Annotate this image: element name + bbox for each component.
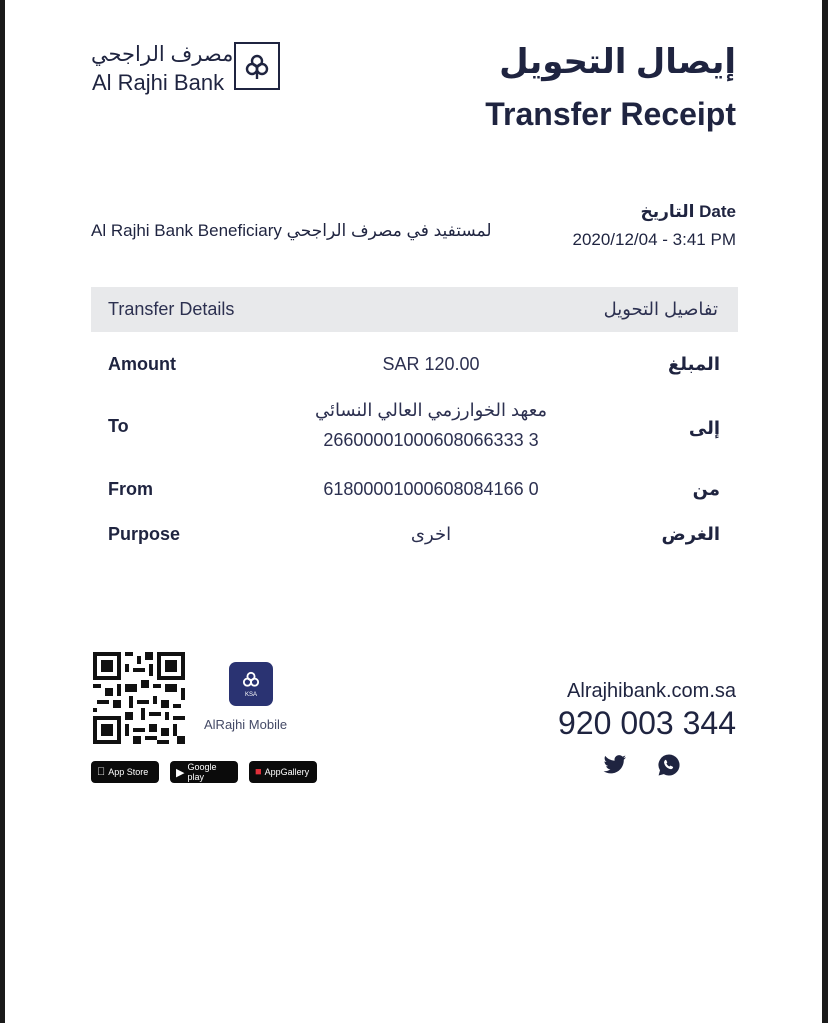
google-play-badge[interactable] — [170, 761, 238, 783]
purpose-label-arabic: الغرض — [661, 524, 720, 544]
amount-label-english: Amount — [108, 354, 176, 374]
alrajhi-mobile-app-icon[interactable] — [229, 662, 273, 706]
website-link[interactable]: Alrajhibank.com.sa — [567, 680, 736, 702]
appgallery-icon: ■ — [255, 766, 262, 778]
beneficiary-type: Al Rajhi Bank Beneficiary لمستفيد في مصرف الراجحي — [91, 221, 492, 240]
transfer-details-heading-arabic: تفاصيل التحويل — [603, 299, 718, 319]
store-label: Google play — [187, 762, 217, 782]
app-store-badge[interactable] — [91, 761, 159, 783]
recipient-account-number: 26600001000608066333 3 — [323, 430, 539, 450]
amount-value: SAR 120.00 — [382, 354, 480, 374]
bank-logo-icon — [234, 42, 280, 90]
receipt-title-arabic: إيصال التحويل — [499, 43, 736, 81]
twitter-icon[interactable] — [603, 753, 627, 777]
qr-code-icon — [93, 652, 185, 744]
app-region-badge: KSA — [244, 692, 257, 698]
apple-icon — [97, 766, 105, 778]
transfer-details-heading-english: Transfer Details — [108, 299, 235, 319]
recipient-name: معهد الخوارزمي العالي النسائي — [314, 400, 548, 420]
screen-edge-right — [822, 0, 828, 1023]
bank-name-arabic: مصرف الراجحي — [91, 43, 234, 66]
date-label: التاريخ Date — [640, 202, 736, 221]
from-label-arabic: من — [692, 479, 720, 499]
appgallery-badge[interactable] — [249, 761, 317, 783]
receipt-page — [5, 0, 822, 1023]
to-label-arabic: إلى — [688, 418, 720, 438]
purpose-value: اخرى — [410, 524, 452, 544]
amount-label-arabic: المبلغ — [668, 354, 720, 374]
receipt-title-english: Transfer Receipt — [485, 96, 736, 132]
bank-name-english: Al Rajhi Bank — [92, 70, 225, 95]
store-label: AppGallery — [264, 767, 310, 777]
whatsapp-icon[interactable] — [657, 753, 681, 777]
date-value: 2020/12/04 - 3:41 PM — [572, 230, 736, 249]
play-icon: ▶ — [176, 766, 185, 779]
to-label-english: To — [108, 416, 129, 436]
sender-account-number: 61800001000608084166 0 — [323, 479, 539, 499]
purpose-label-english: Purpose — [108, 524, 181, 544]
store-label: App Store — [100, 767, 141, 777]
from-label-english: From — [108, 479, 153, 499]
phone-number[interactable]: 920 003 344 — [558, 705, 736, 741]
mobile-app-label: AlRajhi Mobile — [204, 717, 288, 732]
